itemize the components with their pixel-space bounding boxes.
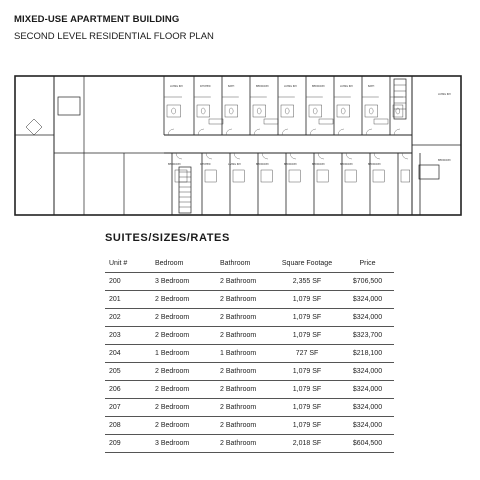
plan-bathroom xyxy=(345,170,356,182)
price-cell: $323,700 xyxy=(341,327,394,345)
bedroom-cell: 2 Bedroom xyxy=(151,417,216,435)
plan-door xyxy=(226,129,232,135)
room-label: BEDROOM xyxy=(312,85,325,88)
sqft-cell: 1,079 SF xyxy=(273,291,341,309)
plan-bathroom xyxy=(337,105,350,117)
column-header-bedroom: Bedroom xyxy=(151,254,216,273)
column-header-price: Price xyxy=(341,254,394,273)
plan-bathroom xyxy=(253,105,266,117)
room-label: KITCHEN xyxy=(200,163,211,166)
plan-bathroom xyxy=(373,170,384,182)
sqft-cell: 727 SF xyxy=(273,345,341,363)
bathroom-cell: 2 Bathroom xyxy=(216,309,273,327)
suites-rates-table xyxy=(105,254,394,453)
plan-door xyxy=(318,153,324,159)
room-label: KITCHEN xyxy=(200,85,211,88)
table-row xyxy=(105,363,394,381)
bedroom-cell: 2 Bedroom xyxy=(151,291,216,309)
sqft-cell: 2,355 SF xyxy=(273,273,341,291)
bathroom-cell: 2 Bathroom xyxy=(216,327,273,345)
price-cell: $324,000 xyxy=(341,399,394,417)
bedroom-cell: 2 Bedroom xyxy=(151,327,216,345)
room-label: BEDROOM xyxy=(256,85,269,88)
plan-fixture xyxy=(341,108,345,114)
bedroom-cell: 3 Bedroom xyxy=(151,435,216,453)
room-label: LIVING RM xyxy=(438,93,451,96)
plan-counter xyxy=(209,119,223,124)
plan-door xyxy=(338,129,344,135)
plan-bathroom xyxy=(401,170,410,182)
plan-bathroom xyxy=(317,170,328,182)
unit-cell: 202 xyxy=(105,309,151,327)
price-cell: $324,000 xyxy=(341,417,394,435)
plan-door xyxy=(346,153,352,159)
price-cell: $604,500 xyxy=(341,435,394,453)
plan-bathroom xyxy=(289,170,300,182)
unit-cell: 207 xyxy=(105,399,151,417)
plan-door xyxy=(374,153,380,159)
column-header-square-footage: Square Footage xyxy=(273,254,341,273)
rates-table-heading: SUITES/SIZES/RATES xyxy=(105,232,230,244)
unit-cell: 204 xyxy=(105,345,151,363)
plan-bathroom xyxy=(233,170,244,182)
plan-door xyxy=(394,129,400,135)
plan-fixture xyxy=(201,108,205,114)
bathroom-cell: 2 Bathroom xyxy=(216,273,273,291)
plan-counter xyxy=(374,119,388,124)
bathroom-cell: 1 Bathroom xyxy=(216,345,273,363)
plan-bathroom xyxy=(393,105,403,117)
plan-bathroom xyxy=(225,105,238,117)
column-header-bathroom: Bathroom xyxy=(216,254,273,273)
sqft-cell: 1,079 SF xyxy=(273,399,341,417)
plan-door xyxy=(254,129,260,135)
bathroom-cell: 2 Bathroom xyxy=(216,363,273,381)
bathroom-cell: 2 Bathroom xyxy=(216,399,273,417)
room-label: BEDROOM xyxy=(312,163,325,166)
plan-fixture xyxy=(257,108,261,114)
unit-cell: 200 xyxy=(105,273,151,291)
table-row xyxy=(105,309,394,327)
table-row xyxy=(105,345,394,363)
sqft-cell: 1,079 SF xyxy=(273,327,341,345)
room-label: BATH xyxy=(368,85,375,88)
price-cell: $324,000 xyxy=(341,381,394,399)
plan-door xyxy=(198,129,204,135)
table-row xyxy=(105,399,394,417)
unit-cell: 208 xyxy=(105,417,151,435)
plan-fixture xyxy=(369,108,373,114)
floor-plan-drawing xyxy=(14,75,462,216)
room-label: BEDROOM xyxy=(256,163,269,166)
plan-counter xyxy=(319,119,333,124)
plan-door xyxy=(262,153,268,159)
plan-door xyxy=(290,153,296,159)
sqft-cell: 1,079 SF xyxy=(273,363,341,381)
room-label: LIVING RM xyxy=(228,163,241,166)
unit-cell: 201 xyxy=(105,291,151,309)
table-row xyxy=(105,417,394,435)
bedroom-cell: 2 Bedroom xyxy=(151,399,216,417)
plan-door xyxy=(366,129,372,135)
plan-fixture xyxy=(285,108,289,114)
room-label: BEDROOM xyxy=(368,163,381,166)
unit-cell: 209 xyxy=(105,435,151,453)
table-row xyxy=(105,327,394,345)
bedroom-cell: 2 Bedroom xyxy=(151,381,216,399)
price-cell: $324,000 xyxy=(341,309,394,327)
bedroom-cell: 2 Bedroom xyxy=(151,309,216,327)
plan-bathroom xyxy=(281,105,294,117)
bathroom-cell: 2 Bathroom xyxy=(216,291,273,309)
plan-bathroom xyxy=(365,105,378,117)
table-row xyxy=(105,435,394,453)
plan-door xyxy=(168,129,174,135)
unit-cell: 206 xyxy=(105,381,151,399)
bedroom-cell: 3 Bedroom xyxy=(151,273,216,291)
plan-bathroom xyxy=(205,170,216,182)
plan-door xyxy=(206,153,212,159)
room-label: BEDROOM xyxy=(168,163,181,166)
price-cell: $324,000 xyxy=(341,291,394,309)
room-label: BEDROOM xyxy=(284,163,297,166)
document-title: MIXED-USE APARTMENT BUILDING xyxy=(14,14,180,25)
plan-bathroom xyxy=(167,105,181,117)
document-subtitle: SECOND LEVEL RESIDENTIAL FLOOR PLAN xyxy=(14,31,214,42)
sqft-cell: 2,018 SF xyxy=(273,435,341,453)
plan-bathroom xyxy=(309,105,322,117)
plan-door xyxy=(234,153,240,159)
room-label: BEDROOM xyxy=(340,163,353,166)
price-cell: $218,100 xyxy=(341,345,394,363)
plan-door xyxy=(310,129,316,135)
plan-fixture xyxy=(172,108,176,114)
plan-counter xyxy=(264,119,278,124)
bathroom-cell: 2 Bathroom xyxy=(216,417,273,435)
plan-bathroom xyxy=(197,105,210,117)
plan-door xyxy=(282,129,288,135)
bedroom-cell: 1 Bedroom xyxy=(151,345,216,363)
sqft-cell: 1,079 SF xyxy=(273,309,341,327)
bathroom-cell: 2 Bathroom xyxy=(216,435,273,453)
unit-cell: 205 xyxy=(105,363,151,381)
plan-fixture xyxy=(229,108,233,114)
room-label: BATH xyxy=(228,85,235,88)
sqft-cell: 1,079 SF xyxy=(273,381,341,399)
price-cell: $706,500 xyxy=(341,273,394,291)
sqft-cell: 1,079 SF xyxy=(273,417,341,435)
plan-door xyxy=(402,153,408,159)
plan-door xyxy=(176,153,182,159)
table-row xyxy=(105,291,394,309)
room-label: LIVING RM xyxy=(340,85,353,88)
price-cell: $324,000 xyxy=(341,363,394,381)
plan-bathroom xyxy=(261,170,272,182)
table-header-row xyxy=(105,254,394,273)
room-label: LIVING RM xyxy=(284,85,297,88)
room-label: BEDROOM xyxy=(438,159,451,162)
column-header-unit: Unit # xyxy=(105,254,151,273)
bathroom-cell: 2 Bathroom xyxy=(216,381,273,399)
bedroom-cell: 2 Bedroom xyxy=(151,363,216,381)
room-label: LIVING RM xyxy=(170,85,183,88)
unit-cell: 203 xyxy=(105,327,151,345)
plan-fixture xyxy=(313,108,317,114)
table-row xyxy=(105,273,394,291)
table-row xyxy=(105,381,394,399)
